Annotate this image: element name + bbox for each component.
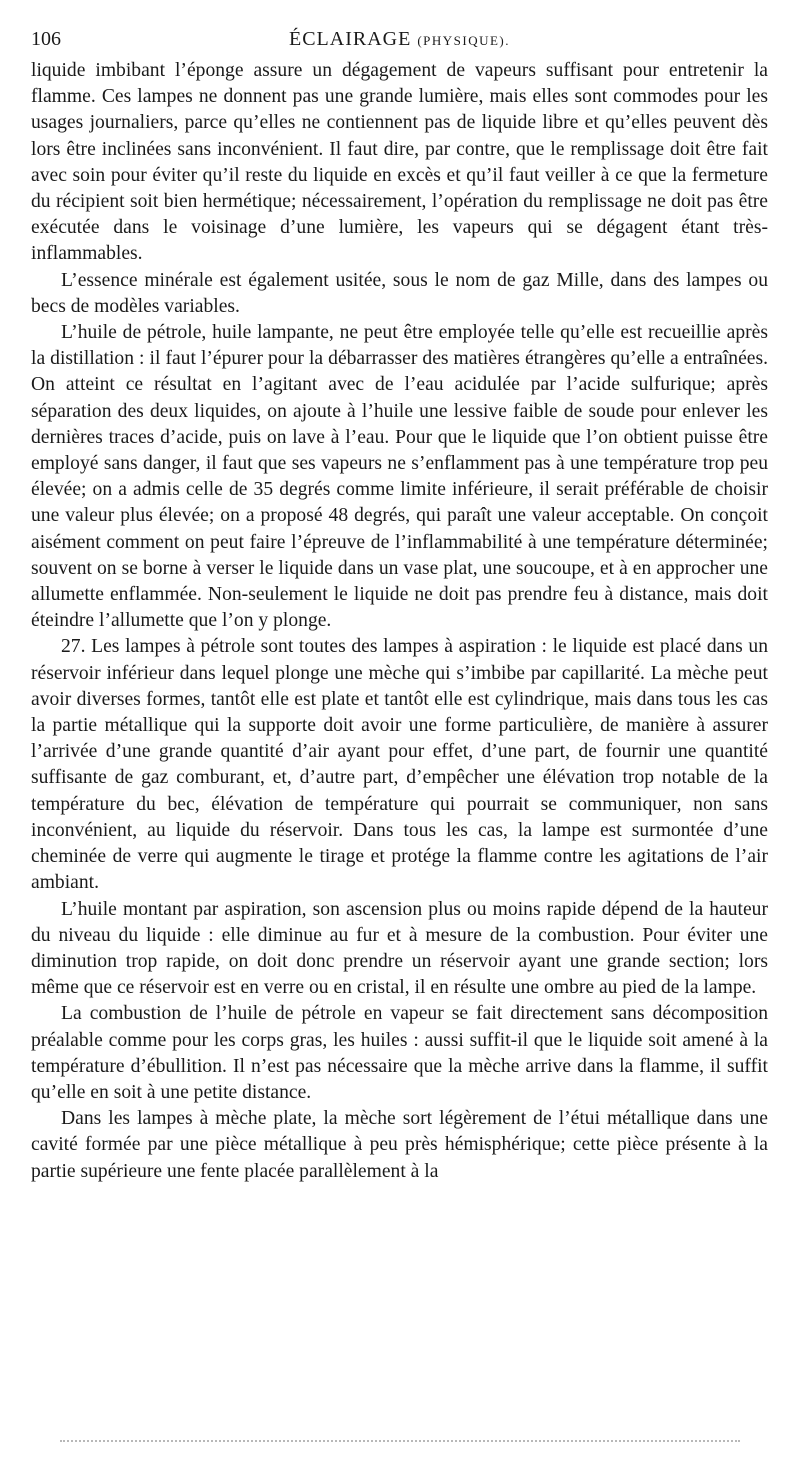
paragraph: Dans les lampes à mèche plate, la mèche sort légèrement de l’étui métallique dans une cavité formée par une pièce métallique à peu près hémisphérique; cette pièce présente à la partie supérieure une fente placée parallèlement à la [31,1108,768,1182]
paragraph-section-27: 27. Les lampes à pétrole sont toutes des lampes à aspiration : le liquide est placé dans un réservoir inférieur dans lequel plonge une mèche qui s’imbibe par capillarité. La mèche peut avoir diverses formes, tantôt elle est plate et tantôt elle est cylindrique, mais dans tous les cas la partie métallique qui la supporte doit avoir une forme particulière, de manière à assurer l’arrivée d’une grande quantité d’air ayant pour effet, d’une part, de fournir une quantité suffisante de gaz comburant, et, d’autre part, d’empêcher une élévation trop notable de la température du bec, élévation de température qui pourrait se communiquer, non sans inconvénient, au liquide du réservoir. Dans tous les cas, la lampe est surmontée d’une cheminée de verre qui augmente le tirage et protége la flamme contre les agitations de l’air ambiant. [31,636,768,894]
paragraph: La combustion de l’huile de pétrole en vapeur se fait directement sans décomposition préalable comme pour les corps gras, les huiles : aussi suffit-il que le liquide soit amené à la température d’ébullition. Il n’est pas nécessaire que la mèche arrive dans la flamme, il suffit qu’elle en soit à une petite distance. [31,1003,768,1103]
paragraph: L’huile de pétrole, huile lampante, ne peut être employée telle qu’elle est recueillie après la distillation : il faut l’épurer pour la débarrasser des matières étrangères qu’elle a entraînées. On atteint ce résultat en l’agitant avec de l’eau acidulée par l’acide sulfurique; après séparation des deux liquides, on ajoute à l’huile une lessive faible de soude pour enlever les dernières traces d’acide, puis on lave à l’eau. Pour que le liquide que l’on obtient puisse être employé sans danger, il faut que ses vapeurs ne s’enflamment pas à une température trop peu élevée; on a admis celle de 35 degrés comme limite inférieure, il serait préférable de choisir une valeur plus élevée; on a proposé 48 degrés, qui paraît une valeur acceptable. On conçoit aisément comment on peut faire l’épreuve de l’inflammabilité à une température déterminée; souvent on se borne à verser le liquide dans un vase plat, une soucoupe, et à en approcher une allumette enflammée. Non-seulement le liquide ne doit pas prendre feu à distance, mais doit éteindre l’allumette que l’on y plonge. [31,322,768,632]
running-header [31,28,768,58]
running-title-subtitle: (PHYSIQUE). [417,33,511,48]
running-title [31,28,768,51]
page-number: 106 [31,28,61,50]
bleed-through-rule [60,1440,740,1442]
paragraph-continuation: liquide imbibant l’éponge assure un dégagement de vapeurs suffisant pour entretenir la flamme. Ces lampes ne donnent pas une grande lumière, mais elles sont commodes pour les usages journaliers, parce qu’elles ne contiennent pas de liquide libre et qu’elles peuvent dès lors être inclinées sans inconvénient. Il faut dire, par contre, que le remplissage doit être fait avec soin pour éviter qu’il reste du liquide en excès et qu’il faut veiller à ce que la fermeture du récipient soit bien hermétique; nécessairement, l’opération du remplissage ne doit pas être exécutée dans le voisinage d’une lumière, les vapeurs qui se dégagent étant très-inflammables. [31,60,768,265]
book-page [31,28,768,1185]
paragraph: L’huile montant par aspiration, son ascension plus ou moins rapide dépend de la hauteur du niveau du liquide : elle diminue au fur et à mesure de la combustion. Pour éviter une diminution trop rapide, on doit donc prendre un réservoir ayant une grande section; lors même que ce réservoir est en verre ou en cristal, il en résulte une ombre au pied de la lampe. [31,898,768,999]
paragraph: L’essence minérale est également usitée, sous le nom de gaz Mille, dans des lampes ou becs de modèles variables. [31,269,768,317]
running-title-main: ÉCLAIRAGE [288,28,412,50]
body-text [31,58,768,1185]
